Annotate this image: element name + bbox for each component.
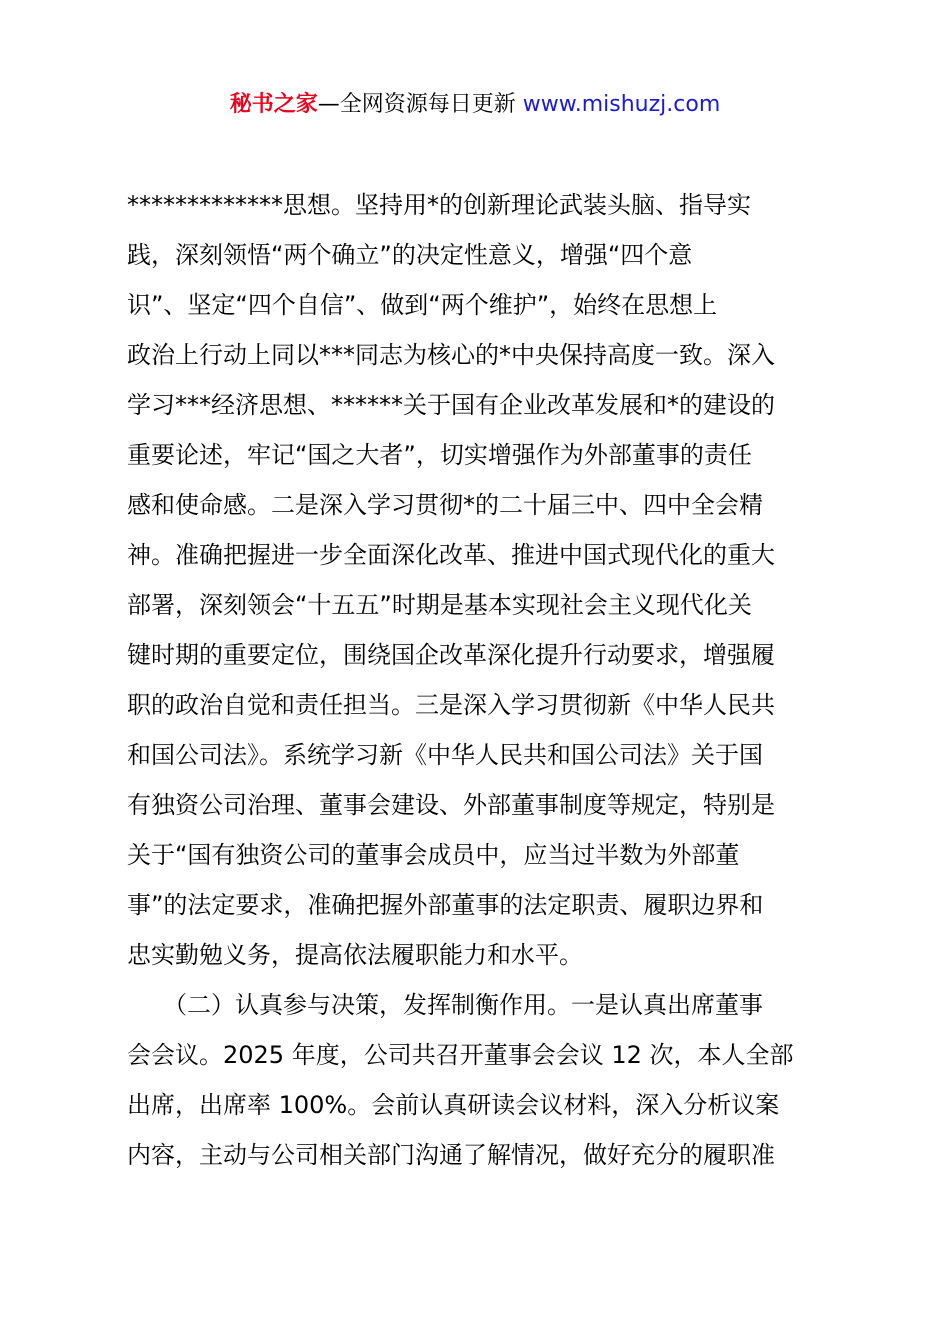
body-line: *************思想。坚持用*的创新理论武装头脑、指导实 <box>127 191 751 219</box>
body-line: 重要论述，牢记“国之大者”，切实增强作为外部董事的责任 <box>127 441 752 469</box>
body-line: 事”的法定要求，准确把握外部董事的法定职责、履职边界和 <box>127 891 764 919</box>
body-line: 践，深刻领悟“两个确立”的决定性意义，增强“四个意 <box>127 241 693 269</box>
body-line: 感和使命感。二是深入学习贯彻*的二十届三中、四中全会精 <box>127 491 763 519</box>
body-line: 学习***经济思想、******关于国有企业改革发展和*的建设的 <box>127 391 775 419</box>
body-line: 会会议。2025 年度，公司共召开董事会会议 12 次，本人全部 <box>127 1041 794 1069</box>
body-line: 职的政治自觉和责任担当。三是深入学习贯彻新《中华人民共 <box>127 691 775 719</box>
header-tagline: —全网资源每日更新 <box>317 92 523 117</box>
body-line: 键时期的重要定位，围绕国企改革深化提升行动要求，增强履 <box>127 641 775 669</box>
body-line: 神。准确把握进一步全面深化改革、推进中国式现代化的重大 <box>127 541 775 569</box>
site-url-link[interactable]: www.mishuzj.com <box>522 92 721 117</box>
body-line: 部署，深刻领会“十五五”时期是基本实现社会主义现代化关 <box>127 591 752 619</box>
body-line: 出席，出席率 100%。会前认真研读会议材料，深入分析议案 <box>127 1091 780 1119</box>
body-line: 忠实勤勉义务，提高依法履职能力和水平。 <box>127 941 583 969</box>
body-line: 内容，主动与公司相关部门沟通了解情况，做好充分的履职准 <box>127 1141 775 1169</box>
brand-name: 秘书之家 <box>229 92 318 117</box>
body-line: 识”、坚定“四个自信”、做到“两个维护”，始终在思想上 <box>127 291 718 319</box>
document-body <box>127 180 847 1180</box>
body-line: 政治上行动上同以***同志为核心的*中央保持高度一致。深入 <box>127 341 775 369</box>
body-line: 和国公司法》。系统学习新《中华人民共和国公司法》关于国 <box>127 741 763 769</box>
page-header <box>0 88 950 122</box>
section-heading-line: （二）认真参与决策，发挥制衡作用。一是认真出席董事 <box>127 991 763 1019</box>
body-line: 关于“国有独资公司的董事会成员中，应当过半数为外部董 <box>127 841 740 869</box>
body-line: 有独资公司治理、董事会建设、外部董事制度等规定，特别是 <box>127 791 775 819</box>
